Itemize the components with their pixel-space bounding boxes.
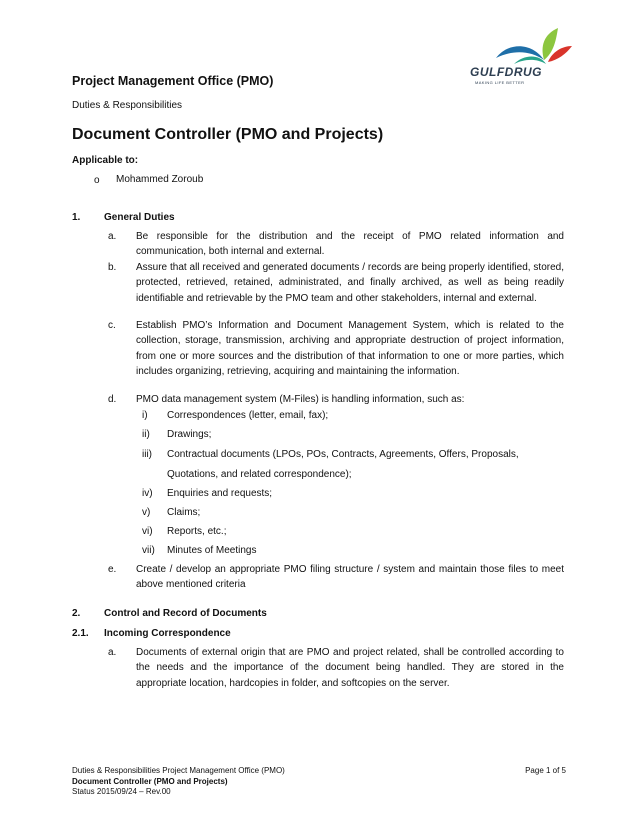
item-marker: c. [108,320,116,331]
page-number: Page 1 of 5 [525,766,566,775]
sub-list-item [142,425,567,445]
sub-item-marker: v) [142,507,151,518]
sub-list-item [142,503,567,523]
list-item [108,562,564,593]
list-item [108,260,564,306]
section-number: 2. [72,608,81,619]
sub-item-text: Claims; [167,507,201,518]
sub-item-marker: ii) [142,429,150,440]
sub-item-text: Reports, etc.; [167,526,227,537]
sub-item-text: Enquiries and requests; [167,488,273,499]
footer-line-1: Duties & Responsibilities Project Management Office (PMO) [72,766,285,775]
item-text: Establish PMO’s Information and Document Management System, which is related to the collection, storage, transmission, archiving and appropriate destruction of project information, from one or more sources and the distribution of that information to one or more parties, which includes organizing, retrieving, acquiring and maintaining the information. [136,320,564,377]
document-subtitle: Duties & Responsibilities [72,100,183,111]
sub-item-marker: vi) [142,526,153,537]
sub-list-item [142,484,567,504]
sub-item-text: Drawings; [167,429,212,440]
logo-wordmark: GULFDRUG [470,65,542,79]
sub-item-marker: iv) [142,488,153,499]
sub-list-item [142,541,567,561]
sub-item-text: Contractual documents (LPOs, POs, Contracts, Agreements, Offers, Proposals, Quotations, and related correspondence); [167,449,519,480]
footer-line-3: Status 2015/09/24 – Rev.00 [72,787,171,796]
item-marker: b. [108,262,117,273]
list-item [108,392,564,407]
item-text: Be responsible for the distribution and the receipt of PMO related information and communication, both internal and external. [136,231,564,258]
sub-item-marker: i) [142,410,148,421]
sub-item-text: Correspondences (letter, email, fax); [167,410,329,421]
subsection-number: 2.1. [72,628,89,639]
applicable-person: Mohammed Zoroub [116,174,204,185]
section-title: Control and Record of Documents [104,608,267,619]
logo-tagline: MAKING LIFE BETTER [475,80,525,85]
item-marker: d. [108,394,117,405]
sub-list-item [142,406,567,426]
item-text: PMO data management system (M-Files) is handling information, such as: [136,394,465,405]
footer-line-2: Document Controller (PMO and Projects) [72,776,228,786]
list-item [108,318,564,379]
list-bullet: o [94,175,100,186]
section-title: General Duties [104,212,175,223]
sub-item-text: Minutes of Meetings [167,545,257,556]
item-text: Assure that all received and generated documents / records are being properly identified, stored, protected, retrieved, retained, administrated, and finally archived, as well as being readily identifiable and retrievable by the PMO team and other stakeholders, internal and external. [136,262,564,304]
subsection-title: Incoming Correspondence [104,628,231,639]
item-marker: a. [108,647,117,658]
document-title: Document Controller (PMO and Projects) [72,126,384,143]
sub-list-item [142,445,567,484]
sub-item-marker: iii) [142,449,152,460]
item-text: Create / develop an appropriate PMO filing structure / system and maintain those files to meet above mentioned criteria [136,564,564,591]
page-footer [72,766,566,798]
item-marker: a. [108,231,117,242]
section-number: 1. [72,212,81,223]
item-marker: e. [108,564,117,575]
office-heading: Project Management Office (PMO) [72,74,274,88]
sub-list-item [142,522,567,542]
item-text: Documents of external origin that are PMO and project related, shall be controlled according to the needs and the importance of the document being handled. They are stored in the appropriate location, hardcopies in folder, and softcopies on the server. [136,647,564,689]
applicable-label: Applicable to: [72,155,139,166]
list-item [108,645,564,691]
sub-item-marker: vii) [142,545,155,556]
list-item [108,229,564,260]
